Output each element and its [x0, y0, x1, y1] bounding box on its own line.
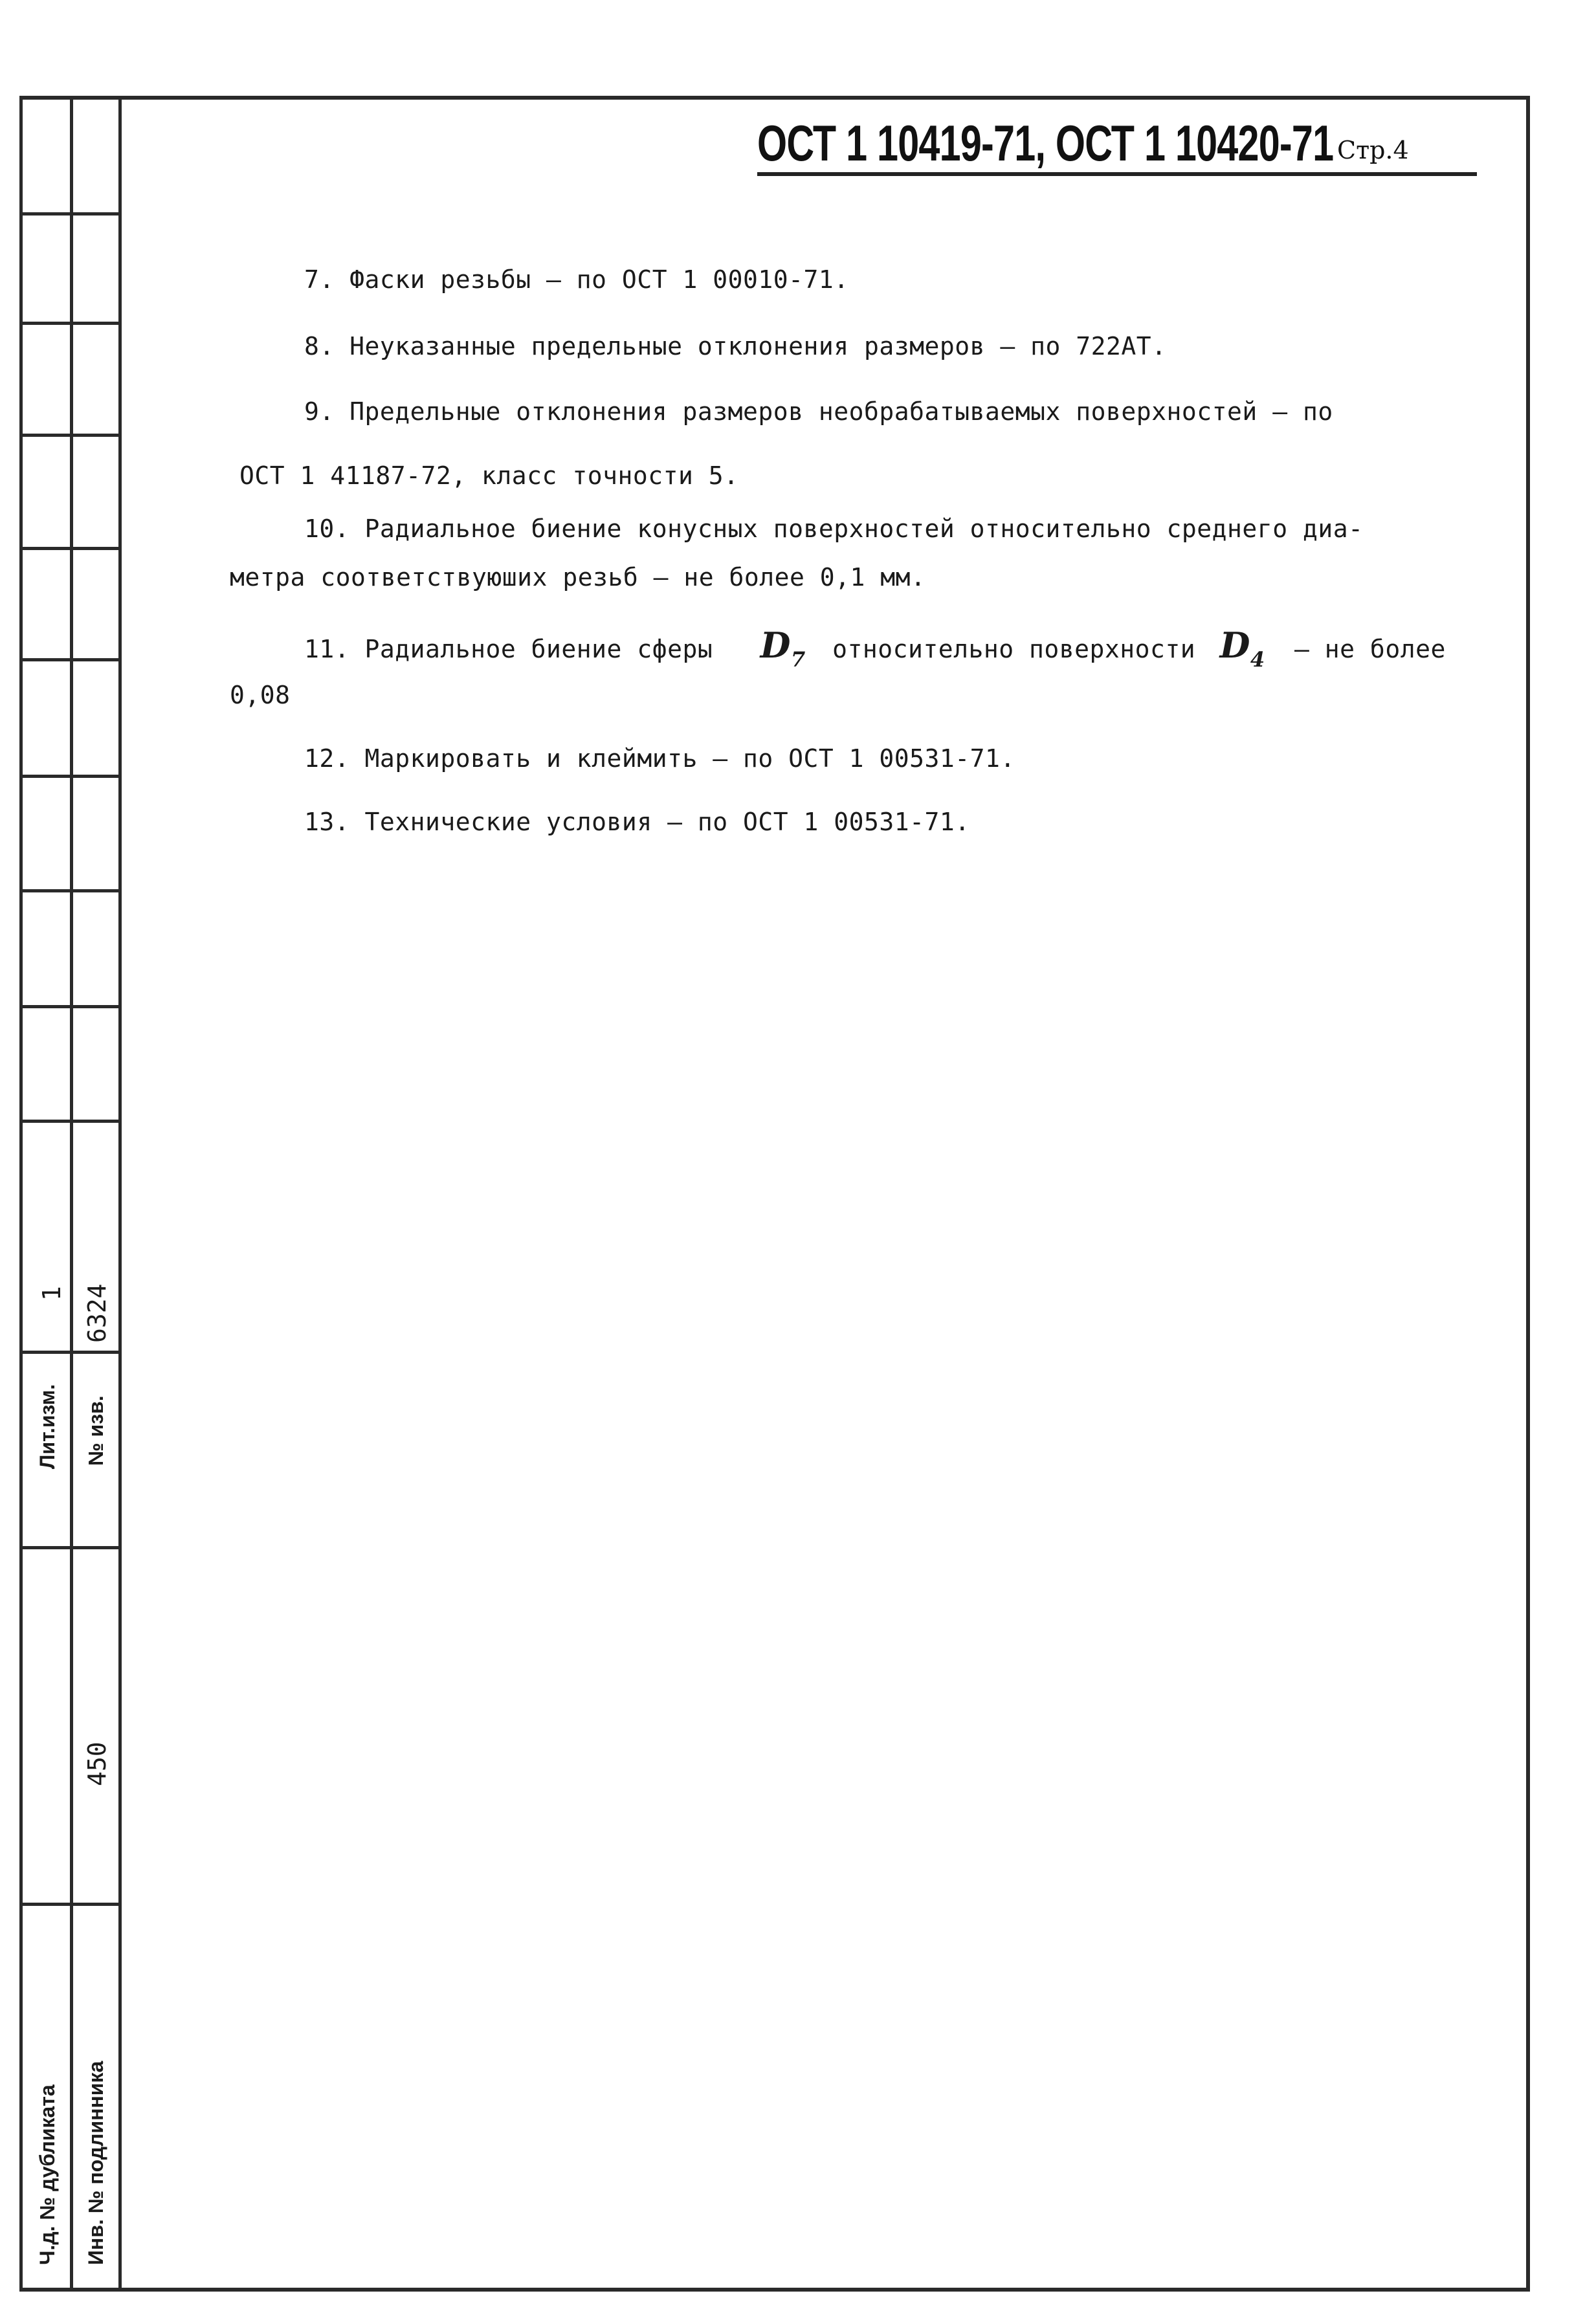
notice-number-value: 6324	[83, 1283, 111, 1343]
symbol-d4: D	[1219, 625, 1250, 666]
requirement-9-line-1: 9. Предельные отклонения размеров необрабатываемых поверхностей — по	[304, 397, 1333, 426]
change-letter-value: 1	[38, 1286, 66, 1301]
margin-grid-line	[19, 547, 118, 550]
requirement-11-text-a: 11. Радиальное биение сферы	[304, 635, 713, 663]
document-title: ОСТ 1 10419-71, ОСТ 1 10420-71	[757, 115, 1334, 171]
requirement-11-line-1	[304, 625, 1446, 672]
requirement-10-line-1: 10. Радиальное биение конусных поверхностей относительно среднего диа-	[304, 514, 1364, 543]
requirement-10-line-2: метра соответствуюших резьб — не более 0,1 мм.	[230, 563, 926, 592]
document-header	[757, 114, 1477, 185]
margin-grid-line	[19, 434, 118, 437]
margin-grid-line	[19, 212, 118, 216]
margin-grid-line	[19, 658, 118, 661]
margin-left-border	[19, 96, 23, 2288]
margin-grid-line	[19, 1903, 118, 1906]
inventory-value: 450	[83, 1742, 111, 1786]
margin-grid-line	[19, 889, 118, 892]
requirement-11-text-c: — не более	[1294, 635, 1446, 663]
requirement-13: 13. Технические условия — по ОСТ 1 00531-71.	[304, 808, 970, 836]
page-number: Стр.4	[1337, 136, 1409, 164]
margin-grid-line	[19, 1005, 118, 1008]
requirement-11-text-b: относительно поверхности	[832, 635, 1196, 663]
requirement-12: 12. Маркировать и клеймить — по ОСТ 1 00531-71.	[304, 744, 1015, 773]
margin-column-divider	[70, 96, 73, 2288]
symbol-d4-subscript: 4	[1250, 647, 1265, 672]
margin-grid-line	[19, 1351, 118, 1354]
margin-grid-line	[19, 1546, 118, 1549]
requirement-9-line-2: ОСТ 1 41187-72, класс точности 5.	[239, 461, 739, 490]
change-letter-label: Лит.изм.	[36, 1384, 59, 1469]
margin-grid-line	[19, 775, 118, 778]
symbol-d7: D	[760, 625, 791, 666]
notice-number-label: № изв.	[84, 1395, 107, 1466]
requirement-8: 8. Неуказанные предельные отклонения размеров — по 722АТ.	[304, 332, 1167, 360]
symbol-d7-subscript: 7	[790, 647, 806, 672]
requirement-7: 7. Фаски резьбы — по ОСТ 1 00010-71.	[304, 265, 849, 294]
margin-grid-line	[19, 1120, 118, 1123]
original-inventory-label: Инв. № подлинника	[84, 2061, 107, 2265]
margin-grid-line	[19, 322, 118, 325]
header-underline	[757, 172, 1477, 176]
duplicate-number-label: Ч.д. № дубликата	[36, 2084, 59, 2265]
requirement-11-line-2: 0,08	[230, 681, 291, 709]
margin-right-border	[118, 96, 122, 2288]
